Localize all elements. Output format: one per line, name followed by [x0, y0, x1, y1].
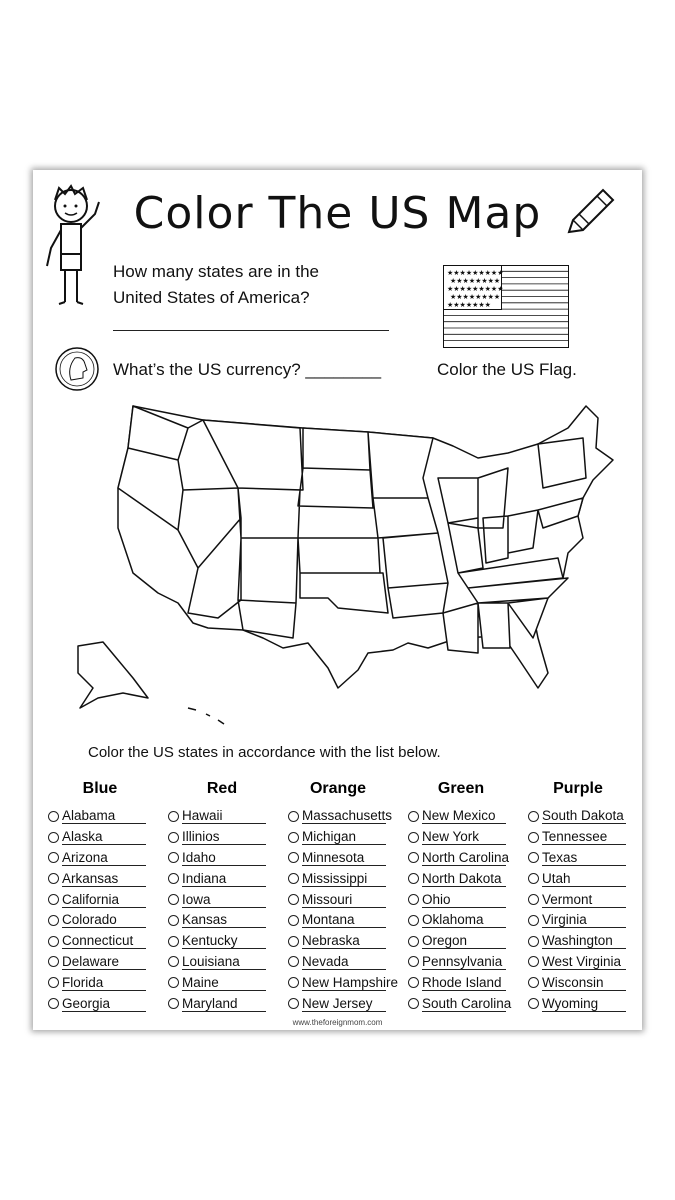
state-name: New Jersey [302, 996, 386, 1012]
state-list-item[interactable] [288, 931, 386, 952]
column-header-purple: Purple [553, 780, 603, 797]
checkbox-circle[interactable] [48, 956, 59, 967]
checkbox-circle[interactable] [288, 832, 299, 843]
flag-instruction: Color the US Flag. [437, 360, 577, 379]
checkbox-circle[interactable] [288, 852, 299, 863]
checkbox-circle[interactable] [48, 915, 59, 926]
state-name: Arkansas [62, 871, 146, 887]
state-name: Mississippi [302, 871, 386, 887]
state-list-item[interactable] [528, 910, 626, 931]
checkbox-circle[interactable] [48, 873, 59, 884]
checkbox-circle[interactable] [168, 811, 179, 822]
checkbox-circle[interactable] [288, 915, 299, 926]
state-name: Louisiana [182, 954, 266, 970]
checkbox-circle[interactable] [288, 936, 299, 947]
checkbox-circle[interactable] [528, 894, 539, 905]
checkbox-circle[interactable] [528, 936, 539, 947]
state-column-purple [528, 806, 626, 1014]
checkbox-circle[interactable] [48, 832, 59, 843]
state-name: Georgia [62, 996, 146, 1012]
state-list-item[interactable] [48, 972, 146, 993]
state-name: Washington [542, 933, 626, 949]
checkbox-circle[interactable] [408, 894, 419, 905]
state-name: Massachusetts [302, 808, 393, 824]
checkbox-circle[interactable] [408, 998, 419, 1009]
checkbox-circle[interactable] [48, 811, 59, 822]
state-list-item[interactable] [288, 848, 386, 869]
state-name: Virginia [542, 912, 626, 928]
answer-line-states[interactable] [113, 330, 389, 331]
state-name: North Dakota [422, 871, 506, 887]
checkbox-circle[interactable] [288, 956, 299, 967]
state-list-item[interactable] [528, 952, 626, 973]
state-list-item[interactable] [408, 931, 506, 952]
checkbox-circle[interactable] [528, 915, 539, 926]
column-header-blue: Blue [82, 780, 118, 797]
crayon-icon [563, 184, 619, 238]
state-list-item[interactable] [288, 952, 386, 973]
state-list-item[interactable] [528, 931, 626, 952]
boy-illustration-icon [43, 178, 105, 308]
checkbox-circle[interactable] [528, 956, 539, 967]
checkbox-circle[interactable] [288, 998, 299, 1009]
state-list-item[interactable] [408, 972, 506, 993]
state-list-item[interactable] [288, 910, 386, 931]
website-footer: www.theforeignmom.com [292, 1018, 383, 1027]
state-name: Delaware [62, 954, 146, 970]
state-list-item[interactable] [408, 848, 510, 869]
checkbox-circle[interactable] [168, 998, 179, 1009]
checkbox-circle[interactable] [288, 811, 299, 822]
state-list-item[interactable] [528, 827, 626, 848]
state-list-item[interactable] [528, 889, 626, 910]
state-name: Indiana [182, 871, 266, 887]
state-name: Missouri [302, 892, 386, 908]
checkbox-circle[interactable] [408, 811, 419, 822]
state-list-item[interactable] [168, 827, 266, 848]
page-title: Color The US Map [133, 188, 542, 239]
state-name: Nevada [302, 954, 386, 970]
us-map-outline[interactable] [38, 398, 618, 728]
state-name: Kentucky [182, 933, 266, 949]
state-name: Florida [62, 975, 146, 991]
state-list-item[interactable] [48, 993, 146, 1014]
svg-text:★★★★★★★: ★★★★★★★ [447, 302, 491, 309]
state-list-item[interactable] [408, 827, 506, 848]
checkbox-circle[interactable] [528, 873, 539, 884]
state-name: Montana [302, 912, 386, 928]
column-header-red: Red [206, 780, 238, 797]
state-name: Kansas [182, 912, 266, 928]
state-name: Hawaii [182, 808, 266, 824]
state-column-green [408, 806, 512, 1014]
state-name: Oklahoma [422, 912, 506, 928]
state-name: Wisconsin [542, 975, 626, 991]
state-name: Vermont [542, 892, 626, 908]
state-name: New Mexico [422, 808, 506, 824]
svg-text:★★★★★★★★★: ★★★★★★★★★ [447, 286, 504, 293]
state-name: Iowa [182, 892, 266, 908]
state-name: Illinios [182, 829, 266, 845]
state-column-blue [48, 806, 146, 1014]
checkbox-circle[interactable] [288, 977, 299, 988]
state-name: West Virginia [542, 954, 626, 970]
state-list-item[interactable] [48, 827, 146, 848]
state-list-item[interactable] [168, 952, 266, 973]
state-name: Utah [542, 871, 626, 887]
checkbox-circle[interactable] [48, 936, 59, 947]
state-list-item[interactable] [168, 848, 266, 869]
checkbox-circle[interactable] [528, 832, 539, 843]
checkbox-circle[interactable] [528, 977, 539, 988]
state-name: Alabama [62, 808, 146, 824]
state-name: Connecticut [62, 933, 146, 949]
state-list-item[interactable] [408, 868, 506, 889]
svg-text:★★★★★★★★: ★★★★★★★★ [450, 294, 501, 301]
state-name: Ohio [422, 892, 506, 908]
question-currency: What’s the US currency? ________ [113, 360, 382, 379]
state-name: Wyoming [542, 996, 626, 1012]
checkbox-circle[interactable] [528, 998, 539, 1009]
state-list-item[interactable] [288, 868, 386, 889]
state-list-item[interactable] [48, 889, 146, 910]
state-list-item[interactable] [528, 972, 626, 993]
state-list-item[interactable] [48, 848, 146, 869]
state-list-item[interactable] [168, 931, 266, 952]
checkbox-circle[interactable] [168, 936, 179, 947]
state-list-item[interactable] [408, 806, 506, 827]
column-header-green: Green [437, 780, 485, 797]
checkbox-circle[interactable] [168, 852, 179, 863]
state-name: Alaska [62, 829, 146, 845]
state-name: Arizona [62, 850, 146, 866]
state-name: New Hampshire [302, 974, 399, 990]
state-name: Nebraska [302, 933, 386, 949]
state-list-item[interactable] [528, 848, 626, 869]
checkbox-circle[interactable] [48, 852, 59, 863]
state-name: Michigan [302, 829, 386, 845]
state-list-item[interactable] [168, 910, 266, 931]
state-list-item[interactable] [168, 993, 266, 1014]
state-name: South Carolina [422, 995, 512, 1011]
state-list-item[interactable] [48, 868, 146, 889]
state-name: Minnesota [302, 850, 386, 866]
us-flag-outline-icon[interactable] [443, 265, 569, 349]
checkbox-circle[interactable] [168, 915, 179, 926]
svg-text:★★★★★★★★★: ★★★★★★★★★ [447, 270, 504, 277]
state-list-item[interactable] [528, 993, 626, 1014]
state-list-item[interactable] [168, 972, 266, 993]
state-list-item[interactable] [408, 910, 506, 931]
state-name: Colorado [62, 912, 146, 928]
state-list-item[interactable] [408, 889, 506, 910]
checkbox-circle[interactable] [168, 832, 179, 843]
map-instruction: Color the US states in accordance with the list below. [88, 744, 441, 761]
checkbox-circle[interactable] [408, 852, 419, 863]
checkbox-circle[interactable] [288, 873, 299, 884]
state-list-item[interactable] [168, 806, 266, 827]
checkbox-circle[interactable] [48, 894, 59, 905]
quarter-coin-icon [53, 346, 103, 392]
state-name: Oregon [422, 933, 506, 949]
state-name: New York [422, 829, 506, 845]
state-column-red [168, 806, 266, 1014]
checkbox-circle[interactable] [408, 956, 419, 967]
checkbox-circle[interactable] [48, 998, 59, 1009]
checkbox-circle[interactable] [408, 977, 419, 988]
checkbox-circle[interactable] [408, 832, 419, 843]
state-name: Rhode Island [422, 975, 506, 991]
state-name: Idaho [182, 850, 266, 866]
checkbox-circle[interactable] [168, 977, 179, 988]
svg-text:★★★★★★★★: ★★★★★★★★ [450, 278, 501, 285]
checkbox-circle[interactable] [48, 977, 59, 988]
state-list-item[interactable] [288, 827, 386, 848]
state-list-item[interactable] [528, 868, 626, 889]
worksheet-page [33, 170, 642, 1030]
state-name: Tennessee [542, 829, 626, 845]
state-list-item[interactable] [48, 952, 146, 973]
checkbox-circle[interactable] [408, 873, 419, 884]
state-list-item[interactable] [288, 889, 386, 910]
state-name: North Carolina [422, 849, 510, 865]
state-list-item[interactable] [168, 868, 266, 889]
state-name: South Dakota [542, 808, 626, 824]
question-states-line1: How many states are in the [113, 262, 319, 281]
state-name: Maine [182, 975, 266, 991]
checkbox-circle[interactable] [288, 894, 299, 905]
state-list-item[interactable] [408, 993, 512, 1014]
checkbox-circle[interactable] [168, 894, 179, 905]
state-list-item[interactable] [288, 993, 386, 1014]
state-list-item[interactable] [288, 972, 399, 993]
checkbox-circle[interactable] [168, 956, 179, 967]
state-list-item[interactable] [48, 931, 146, 952]
state-list-item[interactable] [528, 806, 626, 827]
state-list-item[interactable] [48, 910, 146, 931]
checkbox-circle[interactable] [408, 915, 419, 926]
state-list-item[interactable] [168, 889, 266, 910]
state-name: California [62, 892, 146, 908]
checkbox-circle[interactable] [528, 811, 539, 822]
state-list-item[interactable] [48, 806, 146, 827]
state-name: Maryland [182, 996, 266, 1012]
state-column-orange [288, 806, 399, 1014]
state-list-item[interactable] [408, 952, 506, 973]
state-name: Pennsylvania [422, 954, 506, 970]
checkbox-circle[interactable] [528, 852, 539, 863]
state-list-item[interactable] [288, 806, 393, 827]
checkbox-circle[interactable] [168, 873, 179, 884]
column-header-orange: Orange [309, 780, 366, 797]
question-states-line2: United States of America? [113, 288, 310, 307]
state-name: Texas [542, 850, 626, 866]
checkbox-circle[interactable] [408, 936, 419, 947]
